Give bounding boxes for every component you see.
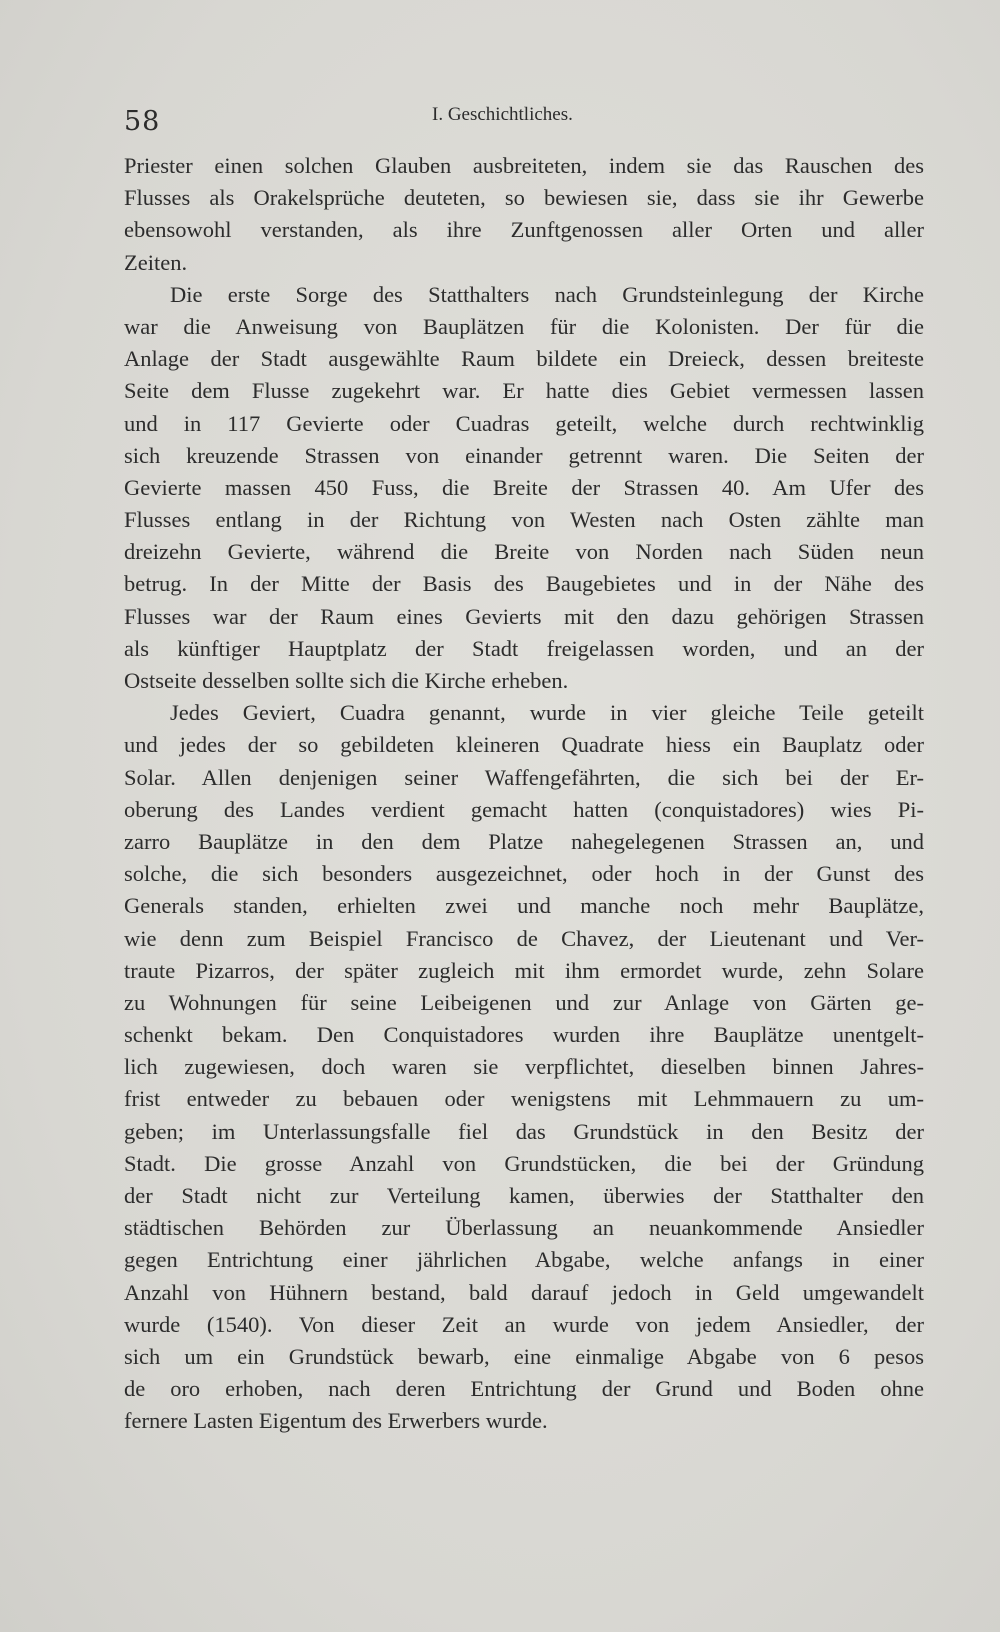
text-line: und in 117 Gevierte oder Cuadras geteilt, welche durch rechtwinklig — [124, 410, 924, 436]
text-line: lich zugewiesen, doch waren sie verpflichtet, dieselben binnen Jahres- — [124, 1054, 924, 1080]
page-number: 58 — [124, 106, 161, 137]
text-line: sich um ein Grundstück bewarb, eine einmalige Abgabe von 6 pesos — [124, 1343, 924, 1369]
text-line: wurde (1540). Von dieser Zeit an wurde von jedem Ansiedler, der — [124, 1311, 924, 1337]
text-line: der Stadt nicht zur Verteilung kamen, überwies der Statthalter den — [124, 1183, 924, 1208]
text-line: Generals standen, erhielten zwei und manche noch mehr Bauplätze, — [124, 893, 924, 919]
text-line: und jedes der so gebildeten kleineren Quadrate hiess ein Bauplatz oder — [124, 732, 924, 758]
text-line: Gevierte massen 450 Fuss, die Breite der Strassen 40. Am Ufer des — [124, 474, 924, 500]
text-line: Flusses entlang in der Richtung von Westen nach Osten zählte man — [124, 507, 924, 533]
text-line: zu Wohnungen für seine Leibeigenen und zur Anlage von Gärten ge- — [124, 989, 924, 1015]
text-line: Flusses als Orakelsprüche deuteten, so bewiesen sie, dass sie ihr Gewerbe — [124, 185, 924, 211]
text-line: oberung des Landes verdient gemacht hatten (conquistadores) wies Pi- — [124, 796, 924, 822]
text-line: Jedes Geviert, Cuadra genannt, wurde in vier gleiche Teile geteilt — [170, 700, 924, 726]
text-line: schenkt bekam. Den Conquistadores wurden ihre Bauplätze unentgelt- — [124, 1022, 924, 1048]
running-head: I. Geschichtliches. — [432, 104, 573, 125]
text-line: dreizehn Gevierte, während die Breite von Norden nach Süden neun — [124, 539, 924, 565]
text-line: wie denn zum Beispiel Francisco de Chavez, der Lieutenant und Ver- — [124, 925, 924, 951]
text-line: Ostseite desselben sollte sich die Kirche erheben. — [124, 668, 569, 693]
text-line: traute Pizarros, der später zugleich mit ihm ermordet wurde, zehn Solare — [124, 957, 924, 983]
text-line: geben; im Unterlassungsfalle fiel das Grundstück in den Besitz der — [124, 1118, 924, 1144]
text-line: sich kreuzende Strassen von einander getrennt waren. Die Seiten der — [124, 442, 924, 468]
text-line: gegen Entrichtung einer jährlichen Abgabe, welche anfangs in einer — [124, 1247, 924, 1273]
text-line: de oro erhoben, nach deren Entrichtung der Grund und Boden ohne — [124, 1376, 924, 1402]
text-line: Stadt. Die grosse Anzahl von Grundstücken, die bei der Gründung — [124, 1150, 924, 1176]
text-line: solche, die sich besonders ausgezeichnet, oder hoch in der Gunst des — [124, 861, 924, 887]
text-line: zarro Bauplätze in den dem Platze nahegelegenen Strassen an, und — [124, 828, 924, 854]
text-line: Priester einen solchen Glauben ausbreiteten, indem sie das Rauschen des — [124, 153, 924, 178]
text-line: war die Anweisung von Bauplätzen für die Kolonisten. Der für die — [124, 313, 924, 339]
text-line: Die erste Sorge des Statthalters nach Grundsteinlegung der Kirche — [170, 281, 924, 307]
text-line: frist entweder zu bebauen oder wenigstens mit Lehmmauern zu um- — [124, 1086, 924, 1112]
text-line: Seite dem Flusse zugekehrt war. Er hatte dies Gebiet vermessen lassen — [124, 378, 924, 404]
text-line: ebensowohl verstanden, als ihre Zunftgenossen aller Orten und aller — [124, 217, 924, 243]
text-line: als künftiger Hauptplatz der Stadt freigelassen worden, und an der — [124, 635, 924, 661]
body-text — [124, 150, 924, 1438]
text-line: Zeiten. — [124, 249, 188, 275]
text-line: Anzahl von Hühnern bestand, bald darauf jedoch in Geld umgewandelt — [124, 1279, 924, 1305]
text-line: Anlage der Stadt ausgewählte Raum bildete ein Dreieck, dessen breiteste — [124, 346, 924, 372]
text-line: Solar. Allen denjenigen seiner Waffengefährten, die sich bei der Er- — [124, 764, 924, 790]
text-line: betrug. In der Mitte der Basis des Baugebietes und in der Nähe des — [124, 571, 924, 597]
text-line: fernere Lasten Eigentum des Erwerbers wurde. — [124, 1408, 548, 1434]
text-line: städtischen Behörden zur Überlassung an neuankommende Ansiedler — [124, 1215, 924, 1241]
page-header — [124, 98, 924, 138]
text-line: Flusses war der Raum eines Gevierts mit den dazu gehörigen Strassen — [124, 603, 924, 629]
